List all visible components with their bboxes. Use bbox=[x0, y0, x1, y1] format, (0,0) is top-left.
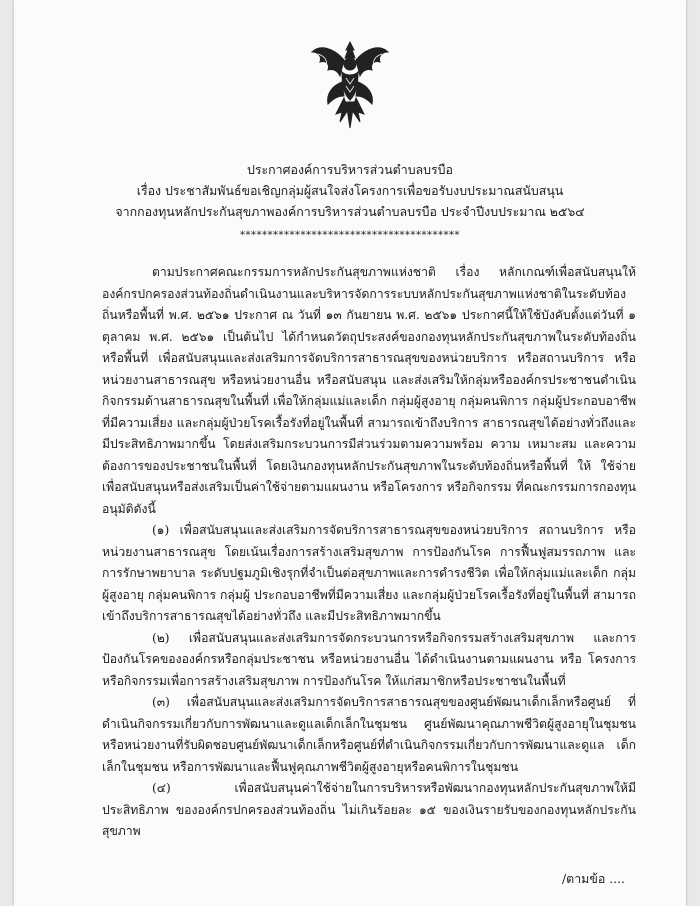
document-page bbox=[14, 0, 686, 906]
garuda-emblem bbox=[310, 38, 390, 130]
announcement-subject-line2: จากกองทุนหลักประกันสุขภาพองค์การบริหารส่วนตำบลบรบือ ประจำปีงบประมาณ ๒๕๖๔ bbox=[115, 204, 585, 219]
document-body bbox=[102, 262, 636, 843]
separator-line: **************************************** bbox=[240, 230, 460, 241]
intro-paragraph: ตามประกาศคณะกรรมการหลักประกันสุขภาพแห่งชาติ เรื่อง หลักเกณฑ์เพื่อสนับสนุนให้องค์กรปกครองส่วนท้องถิ่นดำเนินงานและบริหารจัดการระบบหลักประกันสุขภาพแห่งชาติในระดับท้องถิ่นหรือพื้นที่ พ.ศ. ๒๕๖๑ ประกาศ ณ วันที่ ๑๓ กันยายน พ.ศ. ๒๕๖๑ ประกาศนี้ให้ใช้บังคับตั้งแต่วันที่ ๑ ตุลาคม พ.ศ. ๒๕๖๑ เป็นต้นไป ได้กำหนดวัตถุประสงค์ของกองทุนหลักประกันสุขภาพในระดับท้องถิ่นหรือพื้นที่ เพื่อสนับสนุนและส่งเสริมการจัดบริการสาธารณสุขของหน่วยบริการ หรือสถานบริการ หรือหน่วยงานสาธารณสุข หรือหน่วยงานอื่น หรือสนับสนุน และส่งเสริมให้กลุ่มหรือองค์กรประชาชนดำเนินกิจกรรมด้านสาธารณสุขในพื้นที่ เพื่อให้กลุ่มแม่และเด็ก กลุ่มผู้สูงอายุ กลุ่มคนพิการ กลุ่มผู้ประกอบอาชีพที่มีความเสี่ยง และกลุ่มผู้ป่วยโรคเรื้อรังที่อยู่ในพื้นที่ สามารถเข้าถึงบริการ สาธารณสุขได้อย่างทั่วถึงและมีประสิทธิภาพมากขึ้น โดยส่งเสริมกระบวนการมีส่วนร่วมตามความพร้อม ความ เหมาะสม และความต้องการของประชาชนในพื้นที่ โดยเงินกองทุนหลักประกันสุขภาพในระดับท้องถิ่นหรือพื้นที่ ให้ ใช้จ่ายเพื่อสนับสนุนหรือส่งเสริมเป็นค่าใช้จ่ายตามแผนงาน หรือโครงการ หรือกิจกรรม ที่คณะกรรมการกองทุน อนุมัติดังนี้ bbox=[102, 265, 636, 516]
announcement-subject: เรื่อง ประชาสัมพันธ์ขอเชิญกลุ่มผู้สนใจส่งโครงการเพื่อขอรับงบประมาณสนับสนุน bbox=[136, 183, 564, 198]
objective-item-2: (๒) เพื่อสนับสนุนและส่งเสริมการจัดกระบวนการหรือกิจกรรมสร้างเสริมสุขภาพ และการป้องกันโรคขององค์กรหรือกลุ่มประชาชน หรือหน่วยงานอื่น ได้ดำเนินงานตามแผนงาน หรือ โครงการ หรือกิจกรรมเพื่อการสร้างเสริมสุขภาพ การป้องกันโรค ให้แก่สมาชิกหรือประชาชนในพื้นที่ bbox=[102, 630, 636, 688]
objective-item-1: (๑) เพื่อสนับสนุนและส่งเสริมการจัดบริการสาธารณสุขของหน่วยบริการ สถานบริการ หรือหน่วยงานสาธารณสุข โดยเน้นเรื่องการสร้างเสริมสุขภาพ การป้องกันโรค การฟื้นฟูสมรรถภาพ และการรักษาพยาบาล ระดับปฐมภูมิเชิงรุกที่จำเป็นต่อสุขภาพและการดำรงชีวิต เพื่อให้กลุ่มแม่และเด็ก กลุ่มผู้สูงอายุ กลุ่มคนพิการ กลุ่มผู้ ประกอบอาชีพที่มีความเสี่ยง และกลุ่มผู้ป่วยโรคเรื้อรังที่อยู่ในพื้นที่ สามารถเข้าถึงบริการสาธารณสุขได้อย่างทั่วถึง และมีประสิทธิภาพมากขึ้น bbox=[102, 523, 636, 623]
announcement-title: ประกาศองค์การบริหารส่วนตำบลบรบือ bbox=[247, 162, 453, 177]
objective-item-4: (๔) เพื่อสนับสนุนค่าใช้จ่ายในการบริหารหรือพัฒนากองทุนหลักประกันสุขภาพให้มีประสิทธิภาพ ขององค์กรปกครองส่วนท้องถิ่น ไม่เกินร้อยละ ๑๕ ของเงินรายรับของกองทุนหลักประกันสุขภาพ bbox=[102, 781, 636, 838]
continuation-marker: /ตามข้อ .... bbox=[562, 871, 625, 886]
objective-item-3: (๓) เพื่อสนับสนุนและส่งเสริมการจัดบริการสาธารณสุขของศูนย์พัฒนาเด็กเล็กหรือศูนย์ ที่ดำเนินกิจกรรมเกี่ยวกับการพัฒนาและดูแลเด็กเล็กในชุมชน ศูนย์พัฒนาคุณภาพชีวิตผู้สูงอายุในชุมชน หรือหน่วยงานที่รับผิดชอบศูนย์พัฒนาเด็กเล็กหรือศูนย์ที่ดำเนินกิจกรรมเกี่ยวกับการพัฒนาและดูแล เด็กเล็กในชุมชน หรือการพัฒนาและฟื้นฟูคุณภาพชีวิตผู้สูงอายุหรือคนพิการในชุมชน bbox=[102, 695, 636, 774]
